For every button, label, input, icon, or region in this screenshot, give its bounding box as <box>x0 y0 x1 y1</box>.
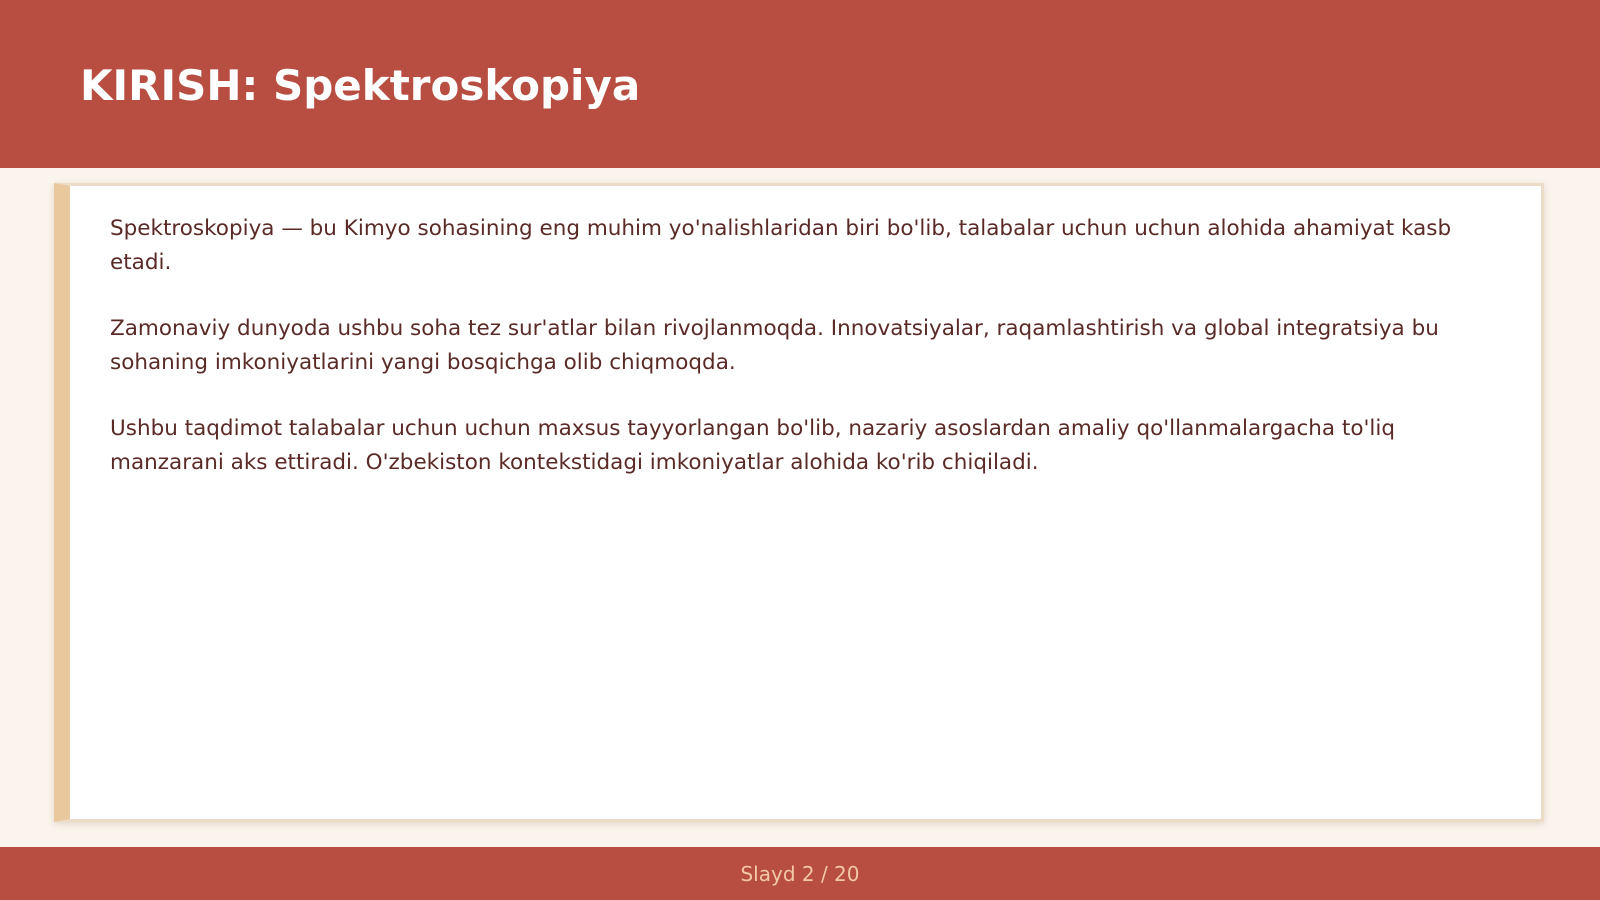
slide-counter: Slayd 2 / 20 <box>740 862 860 886</box>
paragraph-intro: Spektroskopiya — bu Kimyo sohasining eng muhim yo'nalishlaridan biri bo'lib, talabalar uchun uchun alohida ahamiyat kasb etadi. <box>110 216 1452 275</box>
slide-header <box>0 0 1600 168</box>
paragraph-presentation-purpose: Ushbu taqdimot talabalar uchun uchun maxsus tayyorlangan bo'lib, nazariy asoslardan amaliy qo'llanmalargacha to'liq manzarani aks ettiradi. O'zbekiston kontekstidagi imkoniyatlar alohida ko'rib chiqiladi. <box>110 416 1396 475</box>
slide-title: KIRISH: Spektroskopiya <box>80 61 641 110</box>
content-text <box>110 212 1510 512</box>
paragraph-modern-world: Zamonaviy dunyoda ushbu soha tez sur'atlar bilan rivojlanmoqda. Innovatsiyalar, raqamlashtirish va global integratsiya bu sohaning imkoniyatlarini yangi bosqichga olib chiqmoqda. <box>110 316 1439 375</box>
content-card <box>54 183 1544 822</box>
slide-footer <box>0 847 1600 900</box>
